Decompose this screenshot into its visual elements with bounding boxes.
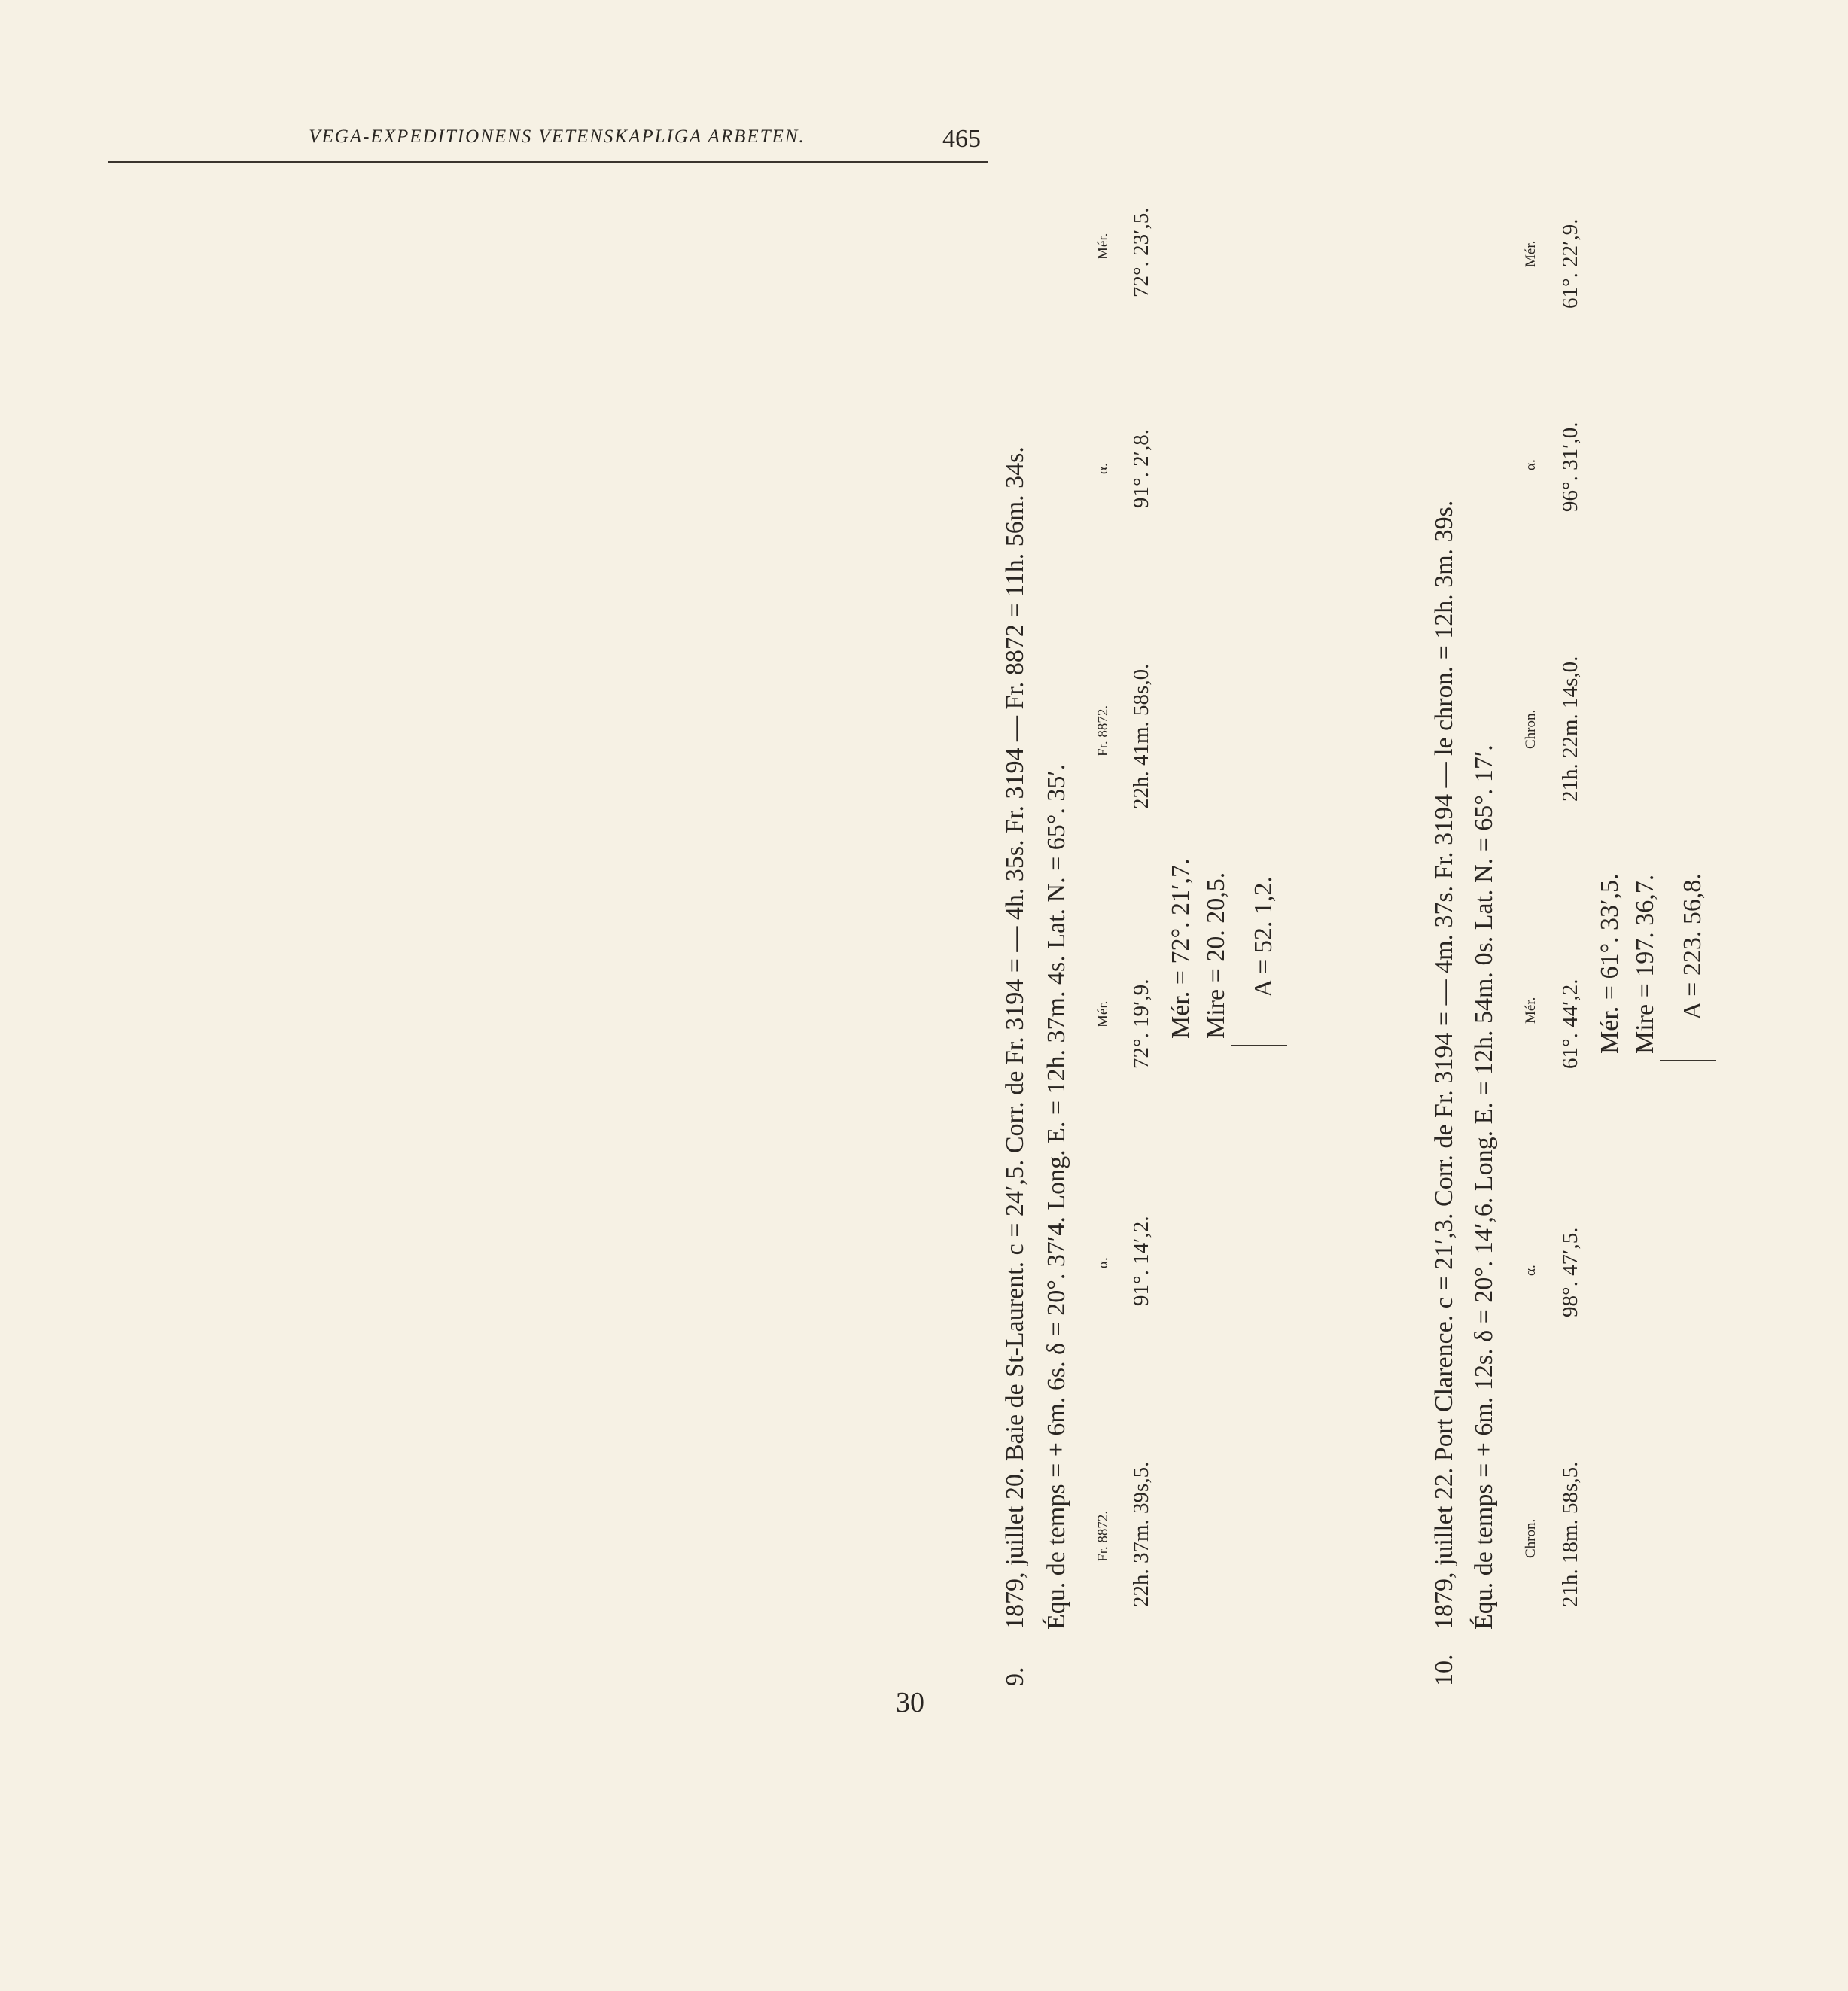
rotated-table-body (982, 181, 1848, 1686)
entry-10-a: A = 223. 56,8. (1679, 873, 1706, 1020)
entry-9-line-2: Équ. de temps = + 6m. 6s. δ = 20°. 37′4. Long. E. = 12h. 37m. 4s. Lat. N. = 65°. 35′. (1043, 763, 1070, 1630)
signature-mark: 30 (896, 1687, 924, 1719)
entry-9-a: A = 52. 1,2. (1250, 876, 1277, 997)
entry-10-col6-head: Mér. (1523, 240, 1539, 267)
entry-10-col5-head: α. (1523, 459, 1539, 470)
entry-9-line-1: 1879, juillet 20. Baie de St-Laurent. c = 24′,5. Corr. de Fr. 3194 = — 4h. 35s. Fr. 3194 — Fr. 8872 = 11h. 56m. 34s. (1001, 446, 1029, 1630)
entry-9-number: 9. (1001, 1667, 1029, 1686)
entry-10-col3-head: Mér. (1523, 997, 1539, 1024)
entry-9-col1-head: Fr. 8872. (1095, 1510, 1111, 1562)
entry-10-col4-value: 21h. 22m. 14s,0. (1558, 656, 1582, 802)
entry-10-col1-value: 21h. 18m. 58s,5. (1558, 1461, 1582, 1607)
entry-9-col5-value: 91°. 2′,8. (1129, 429, 1153, 508)
entry-10-col3-value: 61°. 44′,2. (1558, 979, 1582, 1069)
entry-10-col5-value: 96°. 31′,0. (1558, 422, 1582, 512)
entry-9-col1-value: 22h. 37m. 39s,5. (1129, 1461, 1153, 1607)
entry-10-col4-head: Chron. (1523, 709, 1539, 749)
header-rule (108, 161, 988, 163)
entry-9-col3-head: Mér. (1095, 1000, 1111, 1027)
entry-10-sum-rule (1660, 1060, 1716, 1061)
entry-10-col6-value: 61°. 22′,9. (1558, 218, 1582, 309)
entry-10-line-2: Équ. de temps = + 6m. 12s. δ = 20°. 14′,6. Long. E. = 12h. 54m. 0s. Lat. N. = 65°. 17′. (1470, 744, 1498, 1630)
entry-9-col2-head: α. (1095, 1257, 1111, 1268)
entry-10-mire: Mire = 197. 36,7. (1631, 874, 1659, 1054)
running-header-title: VEGA-EXPEDITIONENS VETENSKAPLIGA ARBETEN. (309, 126, 805, 147)
entry-9-col4-head: Fr. 8872. (1095, 705, 1111, 757)
entry-9-col2-value: 91°. 14′,2. (1129, 1216, 1153, 1306)
entry-9-mire: Mire = 20. 20,5. (1202, 872, 1230, 1039)
entry-10-line-1: 1879, juillet 22. Port Clarence. c = 21′,3. Corr. de Fr. 3194 = — 4m. 37s. Fr. 3194 — le chron. = 12h. 3m. 39s. (1430, 500, 1458, 1630)
entry-9-col5-head: α. (1095, 463, 1111, 474)
entry-9-col4-value: 22h. 41m. 58s,0. (1129, 663, 1153, 809)
entry-9-sum-rule (1231, 1045, 1287, 1046)
entry-10-col1-head: Chron. (1523, 1518, 1539, 1558)
entry-9-col6-value: 72°. 23′,5. (1129, 207, 1153, 297)
entry-10-col2-head: α. (1523, 1265, 1539, 1276)
entry-10-mer: Mér. = 61°. 33′,5. (1596, 873, 1624, 1054)
entry-10-col2-value: 98°. 47′,5. (1558, 1227, 1582, 1317)
entry-9-mer: Mér. = 72°. 21′,7. (1167, 858, 1195, 1039)
entry-9-col6-head: Mér. (1095, 233, 1111, 260)
entry-10-number: 10. (1430, 1654, 1458, 1686)
entry-9-col3-value: 72°. 19′,9. (1129, 979, 1153, 1069)
page-number: 465 (942, 125, 981, 153)
